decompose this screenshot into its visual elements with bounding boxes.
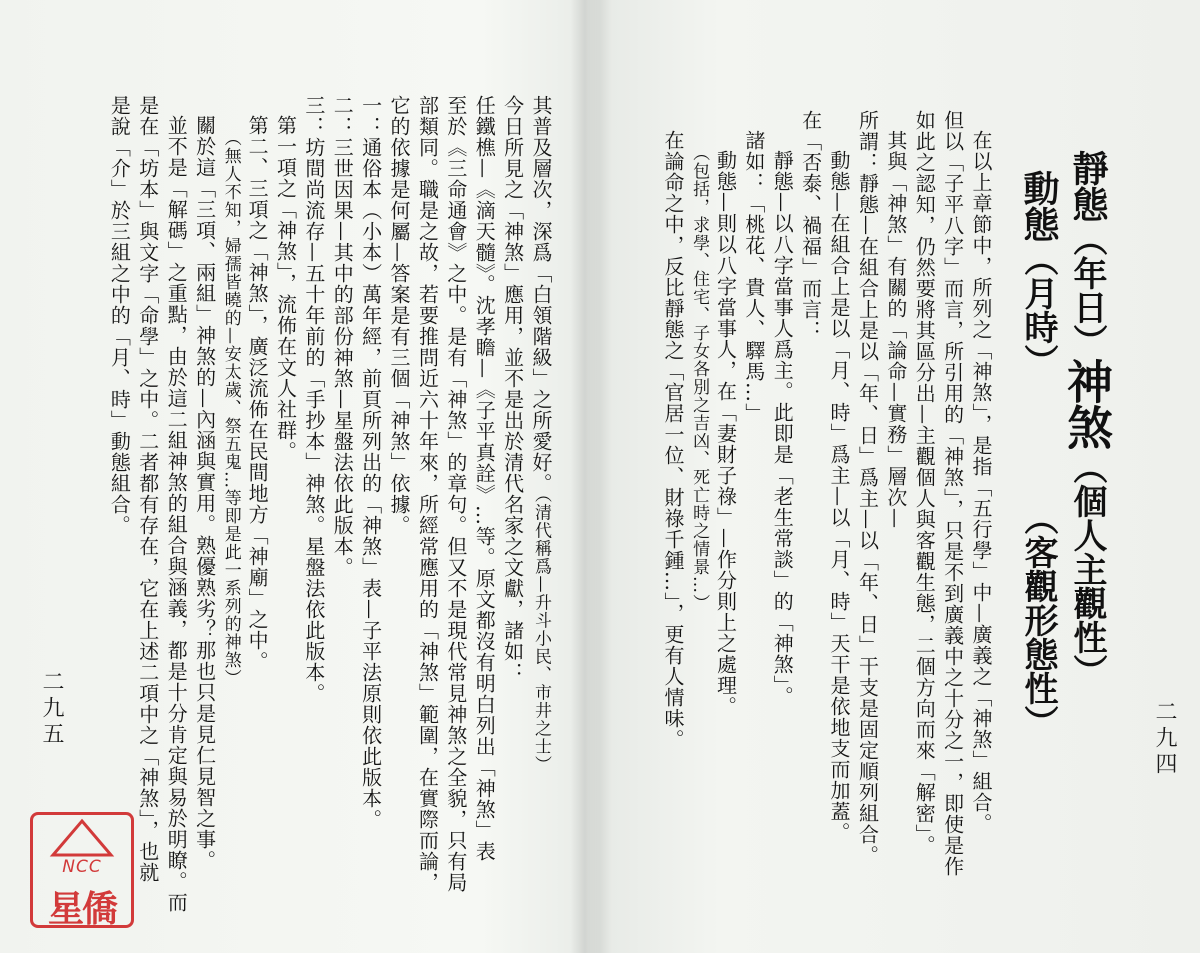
left-line-3: 任鐵樵—《滴天髓》。沈孝瞻—《子平真詮》…等。原文都沒有明白列出「神煞」表: [472, 95, 497, 862]
right-line-8: 靜態—以八字當事人爲主。此即是「老生常談」的「神煞」。: [770, 150, 795, 707]
title-year-day: （年日）: [1067, 222, 1107, 358]
left-line-6: 它的依據是何屬—答案是有三個「神煞」依據。: [387, 95, 412, 536]
right-line-1: 在以上章節中，所列之「神煞」，是指「五行學」中—廣義之「神煞」組合。: [969, 130, 993, 834]
right-line-12: 在論命之中，反比靜態之「官居一位、財祿千鍾…」，更有人情味。: [660, 130, 685, 750]
left-line-1: 其普及層次，深爲「白領階級」之所愛好。（清代稱爲—升斗小民、市井之士）: [529, 95, 553, 774]
stamp-name: 星僑: [47, 889, 116, 930]
left-line-2: 今日所見之「神煞」應用，並不是出於清代名家之文獻，諸如：: [500, 95, 525, 683]
title-shensha: 神煞: [1060, 358, 1114, 450]
left-line-11: 第二、三項之「神煞」，廣泛流佈在民間地方「神廟」之中。: [245, 115, 270, 672]
left-line-1-note: （清代稱爲—升斗小民、市井之士）: [531, 494, 551, 774]
left-line-13: 關於這「三項、兩組」神煞的—內涵與實用。熟優熟劣？那也只是見仁見智之事。: [192, 115, 217, 871]
right-line-10: 動態—則以八字當事人，在「妻財子祿」—作分則上之處理。: [713, 150, 738, 717]
left-line-7: 一：通俗本（小本）萬年經，前頁所列出的「神煞」表—子平法原則依此版本。: [358, 95, 383, 830]
left-line-4: 至於《三命通會》之中。是有「神煞」的章句。但又不是現代常見神煞之全貌，只有局: [443, 95, 468, 893]
left-line-5: 部類同。職是之故，若要推問近六十年來，所經常應用的「神煞」範圍，在實際而論，: [415, 95, 440, 893]
right-line-5: 所謂：靜態—在組合上是以「年、日」爲主—以「年、日」干支是固定順列組合。: [855, 110, 880, 866]
left-line-8: 二：三世因果—其中的部份神煞—星盤法依此版本。: [330, 95, 355, 578]
right-line-3: 如此之認知，仍然要將其區分出—主觀個人與客觀生態，二個方向而來「解密」。: [912, 110, 937, 856]
title-dynamic: 動態: [1018, 170, 1059, 242]
right-page: [600, 0, 1200, 953]
left-line-12: （無人不知，婦孺皆曉的—安太歲、祭五鬼…等即是此一系列的神煞）: [220, 129, 241, 687]
chapter-title-col-2: [1013, 170, 1064, 870]
publisher-stamp: [30, 812, 134, 928]
title-objective: （客觀形態性）: [1018, 518, 1058, 739]
page-number-right: 二九四: [1152, 700, 1177, 778]
left-line-14: 並不是「解碼」之重點，由於這二組神煞的組合與涵義，都是十分肯定與易於明瞭。而: [164, 115, 189, 913]
left-line-10: 第一項之「神煞」，流佈在文人社群。: [273, 115, 298, 462]
stamp-latin: NCC: [62, 857, 102, 877]
page-number-left: 二九五: [39, 670, 64, 748]
left-line-16: 是說「介」於三組之中的「月、時」動態組合。: [107, 95, 132, 536]
right-line-6: 動態—在組合上是以「月、時」爲主—以「月、時」天干是依地支而加蓋。: [827, 150, 852, 843]
right-line-11: （包括，求學、住宅、子女各別之吉凶、死亡時之情景…）: [689, 144, 710, 612]
right-line-7: 在「否泰、禍福」而言：: [798, 110, 823, 341]
title-month-hour: （月時）: [1018, 242, 1058, 378]
title-static: 靜態: [1067, 150, 1108, 222]
right-page-body: [635, 110, 995, 877]
left-line-9: 三：坊間尚流存—五十年前的「手抄本」神煞。星盤法依此版本。: [301, 95, 326, 704]
right-line-9: 諸如：「桃花、貴人、驛馬…」: [741, 130, 766, 424]
right-line-2: 但以「子平八字」而言，所引用的「神煞」，只是不到廣義中之十分之一，即使是作: [940, 110, 965, 877]
right-line-4: 其與「神煞」有關的「論命—實務」層次—: [883, 130, 908, 529]
title-subjective: （個人主觀性）: [1067, 450, 1107, 688]
left-line-15: 是在「坊本」與文字「命學」之中。二者都有存在，它在上述二項中之「神煞」，也就: [135, 95, 160, 883]
left-page: [0, 0, 585, 953]
